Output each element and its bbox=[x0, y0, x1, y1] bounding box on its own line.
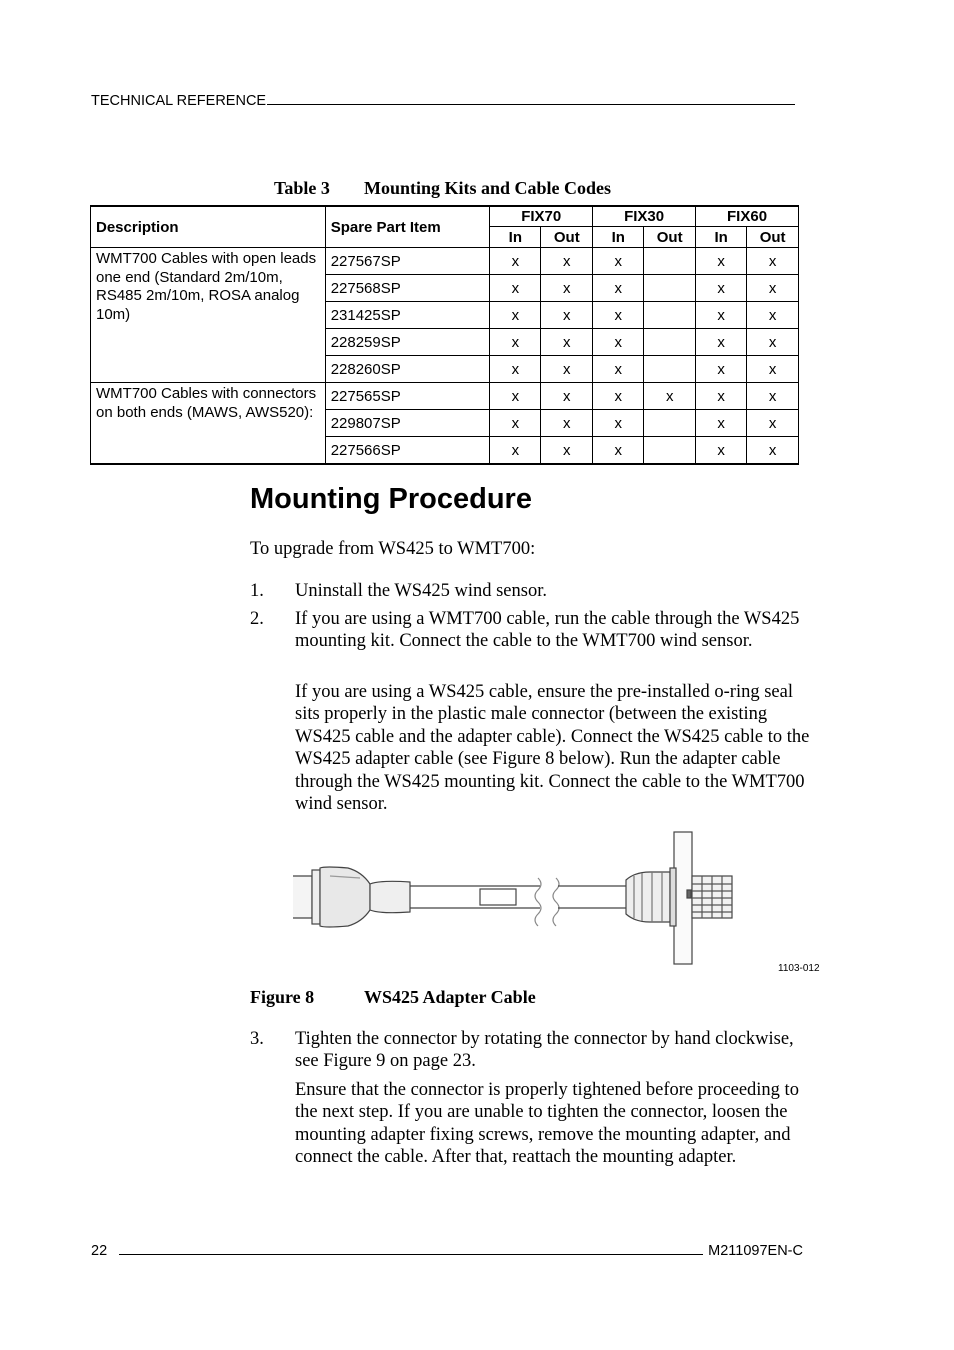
mark: x bbox=[696, 437, 747, 465]
mark: x bbox=[541, 356, 593, 383]
mark bbox=[644, 329, 696, 356]
step-1 bbox=[250, 580, 820, 602]
step-2 bbox=[250, 608, 820, 653]
page-footer bbox=[91, 1240, 803, 1259]
panel-connector-drawing bbox=[626, 832, 732, 964]
mark: x bbox=[593, 356, 644, 383]
mark: x bbox=[541, 302, 593, 329]
part-number: 227568SP bbox=[325, 275, 490, 302]
step-number: 3. bbox=[250, 1029, 264, 1049]
table-caption bbox=[274, 178, 611, 199]
mark: x bbox=[541, 383, 593, 410]
mark: x bbox=[644, 383, 696, 410]
figure-number: Figure 8 bbox=[250, 987, 315, 1007]
step-3 bbox=[250, 1028, 820, 1073]
mark: x bbox=[541, 437, 593, 465]
mark bbox=[644, 275, 696, 302]
mark bbox=[644, 410, 696, 437]
table-row bbox=[91, 248, 799, 275]
col-group-fix70: FIX70 bbox=[490, 206, 593, 227]
col-fix70-out: Out bbox=[541, 227, 593, 248]
mark: x bbox=[490, 356, 541, 383]
figure-title: WS425 Adapter Cable bbox=[364, 987, 536, 1007]
col-fix30-in: In bbox=[593, 227, 644, 248]
table-row bbox=[91, 383, 799, 410]
mark: x bbox=[696, 275, 747, 302]
mark: x bbox=[696, 410, 747, 437]
step-text: Tighten the connector by rotating the connector by hand clockwise, see Figure 9 on page 23. bbox=[295, 1029, 794, 1072]
mark: x bbox=[490, 329, 541, 356]
adapter-cable-figure bbox=[290, 828, 820, 970]
mark: x bbox=[593, 383, 644, 410]
col-fix70-in: In bbox=[490, 227, 541, 248]
mark: x bbox=[593, 329, 644, 356]
mark: x bbox=[747, 248, 799, 275]
document-id: M211097EN-C bbox=[708, 1243, 803, 1259]
col-spare-part: Spare Part Item bbox=[325, 206, 490, 248]
mounting-kits-table bbox=[90, 205, 799, 465]
mark: x bbox=[541, 410, 593, 437]
mark: x bbox=[696, 329, 747, 356]
mark: x bbox=[541, 329, 593, 356]
mark: x bbox=[593, 248, 644, 275]
mark: x bbox=[747, 356, 799, 383]
col-description: Description bbox=[91, 206, 326, 248]
mark: x bbox=[490, 410, 541, 437]
mark: x bbox=[747, 329, 799, 356]
col-group-fix30: FIX30 bbox=[593, 206, 696, 227]
mark: x bbox=[593, 302, 644, 329]
col-fix30-out: Out bbox=[644, 227, 696, 248]
mark bbox=[644, 248, 696, 275]
figure-caption bbox=[250, 987, 536, 1008]
table-number: Table 3 bbox=[274, 178, 330, 198]
mark: x bbox=[490, 383, 541, 410]
page-header bbox=[91, 90, 795, 109]
mark: x bbox=[696, 248, 747, 275]
col-group-fix60: FIX60 bbox=[696, 206, 799, 227]
table-header-row bbox=[91, 206, 799, 227]
part-number: 227567SP bbox=[325, 248, 490, 275]
mark: x bbox=[541, 248, 593, 275]
part-number: 227566SP bbox=[325, 437, 490, 465]
col-fix60-out: Out bbox=[747, 227, 799, 248]
mark: x bbox=[696, 383, 747, 410]
step-3-paragraph: Ensure that the connector is properly tightened before proceeding to the next step. If you are unable to tighten the connector, loosen the mounting adapter fixing screws, remove the mounting adapter, and connect the cable. After that, reattach the mounting adapter. bbox=[295, 1080, 799, 1168]
mark bbox=[644, 437, 696, 465]
mark: x bbox=[593, 410, 644, 437]
section-title: Mounting Procedure bbox=[250, 483, 532, 515]
table-title: Mounting Kits and Cable Codes bbox=[364, 178, 612, 198]
mark: x bbox=[696, 302, 747, 329]
cable-drawing bbox=[410, 878, 626, 926]
part-number: 227565SP bbox=[325, 383, 490, 410]
mark: x bbox=[696, 356, 747, 383]
header-rule bbox=[267, 90, 795, 105]
step-text: Uninstall the WS425 wind sensor. bbox=[295, 581, 547, 601]
mark: x bbox=[747, 383, 799, 410]
footer-rule bbox=[119, 1240, 703, 1255]
mark: x bbox=[747, 410, 799, 437]
header-title: TECHNICAL REFERENCE bbox=[91, 93, 267, 109]
step-2-paragraph: If you are using a WS425 cable, ensure the pre-installed o-ring seal sits properly in the plastic male connector (between the existing WS425 cable and the adapter cable). Connect the WS425 cable to the WS425 adapter cable (see Figure 8 below). Run the adapter cable through the WS425 mounting kit. Connect the cable to the WMT700 wind sensor. bbox=[295, 682, 810, 815]
mark: x bbox=[747, 437, 799, 465]
intro-text: To upgrade from WS425 to WMT700: bbox=[250, 539, 536, 559]
mark: x bbox=[490, 302, 541, 329]
part-number: 228260SP bbox=[325, 356, 490, 383]
mark: x bbox=[593, 437, 644, 465]
mark: x bbox=[593, 275, 644, 302]
col-fix60-in: In bbox=[696, 227, 747, 248]
step-number: 2. bbox=[250, 609, 264, 629]
part-number: 228259SP bbox=[325, 329, 490, 356]
step-number: 1. bbox=[250, 581, 264, 601]
mark: x bbox=[747, 302, 799, 329]
mark: x bbox=[490, 248, 541, 275]
part-number: 231425SP bbox=[325, 302, 490, 329]
page-number: 22 bbox=[91, 1243, 108, 1259]
male-connector-drawing bbox=[293, 867, 410, 927]
group1-description: WMT700 Cables with open leads one end (Standard 2m/10m, RS485 2m/10m, ROSA analog 10m) bbox=[91, 248, 326, 383]
mark: x bbox=[490, 275, 541, 302]
mark bbox=[644, 356, 696, 383]
mark: x bbox=[490, 437, 541, 465]
step-text: If you are using a WMT700 cable, run the cable through the WS425 mounting kit. Connect the cable to the WMT700 wind sensor. bbox=[295, 609, 800, 652]
mark bbox=[644, 302, 696, 329]
group2-description: WMT700 Cables with connectors on both ends (MAWS, AWS520): bbox=[91, 383, 326, 465]
mark: x bbox=[747, 275, 799, 302]
mark: x bbox=[541, 275, 593, 302]
part-number: 229807SP bbox=[325, 410, 490, 437]
figure-code: 1103-012 bbox=[778, 963, 820, 974]
